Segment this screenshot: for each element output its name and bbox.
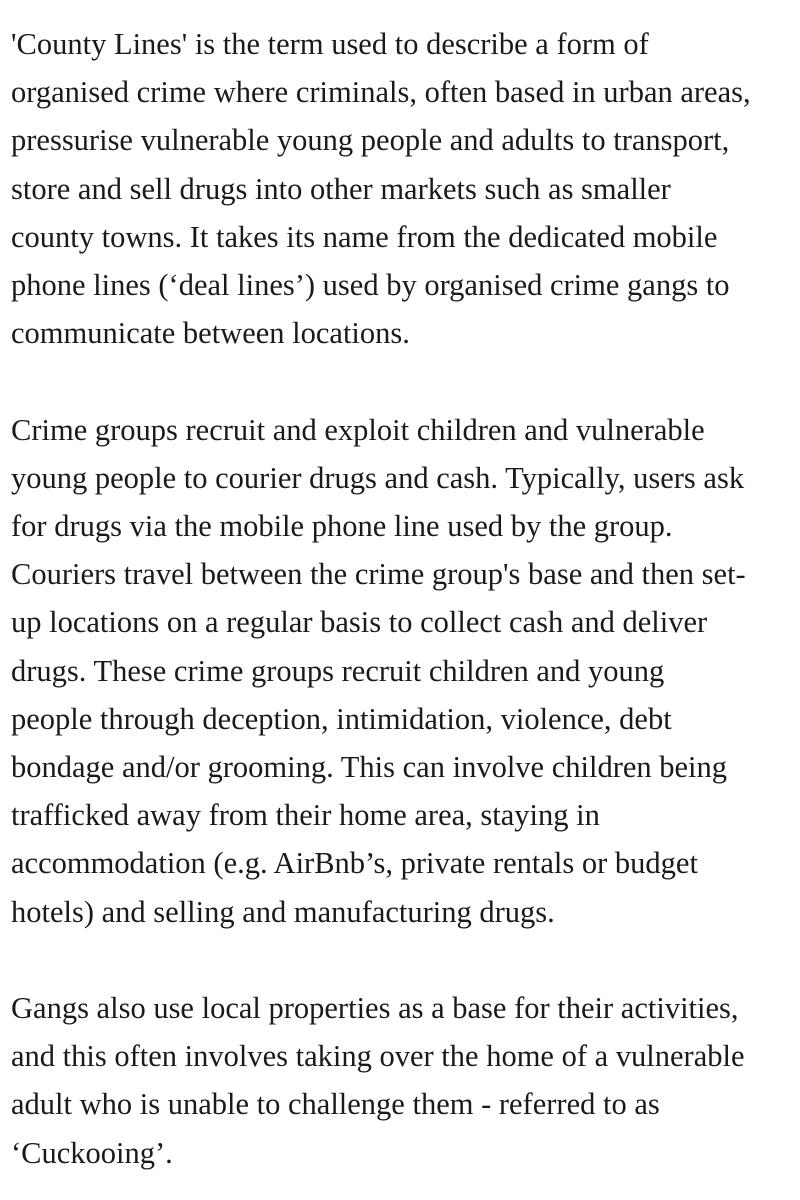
text-line: Couriers travel between the crime group's base and then set- <box>11 557 746 592</box>
text-line: organised crime where criminals, often based in urban areas, <box>11 75 751 110</box>
text-line: 'County Lines' is the term used to describe a form of <box>11 27 649 61</box>
text-line: bondage and/or grooming. This can involve children being <box>11 750 728 785</box>
text-line: Crime groups recruit and exploit children and vulnerable <box>11 412 705 447</box>
text-line: accommodation (e.g. AirBnb’s, private rentals or budget <box>11 846 698 881</box>
text-line: store and sell drugs into other markets such as smaller <box>11 171 671 206</box>
text-line: pressurise vulnerable young people and adults to transport, <box>11 123 730 158</box>
text-line: and this often involves taking over the home of a vulnerable <box>11 1039 745 1074</box>
paragraph-crime-groups-recruitment <box>11 406 796 936</box>
text-line: trafficked away from their home area, staying in <box>11 798 600 833</box>
text-line: Gangs also use local properties as a base for their activities, <box>11 991 739 1026</box>
text-line: communicate between locations. <box>11 316 410 351</box>
text-line: drugs. These crime groups recruit children and young <box>11 653 665 688</box>
paragraph-cuckooing <box>11 984 796 1177</box>
text-line: up locations on a regular basis to collect cash and deliver <box>11 605 708 640</box>
text-line: county towns. It takes its name from the dedicated mobile <box>11 219 718 254</box>
text-line: ‘Cuckooing’. <box>11 1135 173 1170</box>
paragraph-county-lines-definition <box>11 20 796 357</box>
text-line: for drugs via the mobile phone line used by the group. <box>11 509 673 544</box>
text-line: people through deception, intimidation, violence, debt <box>11 701 672 736</box>
text-line: young people to courier drugs and cash. Typically, users ask <box>11 460 745 495</box>
text-line: hotels) and selling and manufacturing drugs. <box>11 894 555 929</box>
text-line: phone lines (‘deal lines’) used by organised crime gangs to <box>11 268 730 303</box>
text-line: adult who is unable to challenge them - referred to as <box>11 1087 660 1122</box>
document-body <box>11 20 796 1177</box>
